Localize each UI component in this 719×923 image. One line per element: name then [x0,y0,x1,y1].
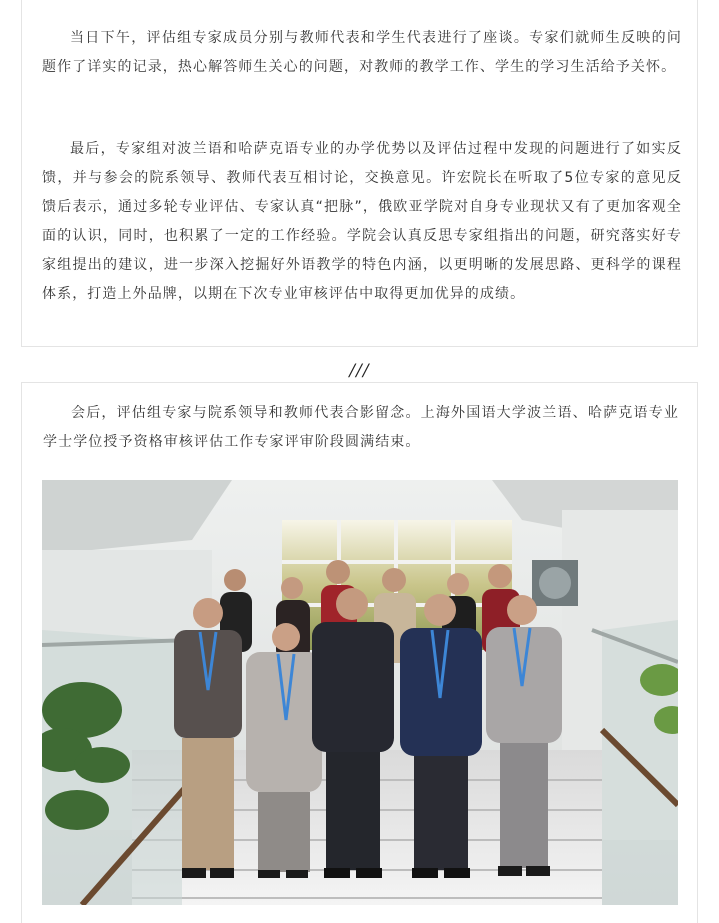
paragraph-group-photo: 会后，评估组专家与院系领导和教师代表合影留念。上海外国语大学波兰语、哈萨克语专业学士学位授予资格审核评估工作专家评审阶段圆满结束。 [43,405,679,450]
section-divider: /// [349,361,370,381]
paragraph-feedback: 最后，专家组对波兰语和哈萨克语专业的办学优势以及评估过程中发现的问题进行了如实反馈，并与参会的院系领导、教师代表互相讨论，交换意见。许宏院长在听取了5位专家的意见反馈后表示，通过多轮专业评估、专家认真“把脉”，俄欧亚学院对自身专业现状又有了更加客观全面的认识，同时，也积累了一定的工作经验。学院会认真反思专家组指出的问题，研究落实好专家组提出的建议，进一步深入挖掘好外语教学的特色内涵，以更明晰的发展思路、更科学的课程体系，打造上外品牌，以期在下次专业审核评估中取得更加优异的成绩。 [42,141,682,302]
article-card-top [21,0,698,347]
article-card-bottom [21,382,698,923]
group-photo [42,480,678,905]
paragraph-forum: 当日下午，评估组专家成员分别与教师代表和学生代表进行了座谈。专家们就师生反映的问题作了详实的记录，热心解答师生关心的问题，对教师的教学工作、学生的学习生活给予关怀。 [42,30,682,75]
